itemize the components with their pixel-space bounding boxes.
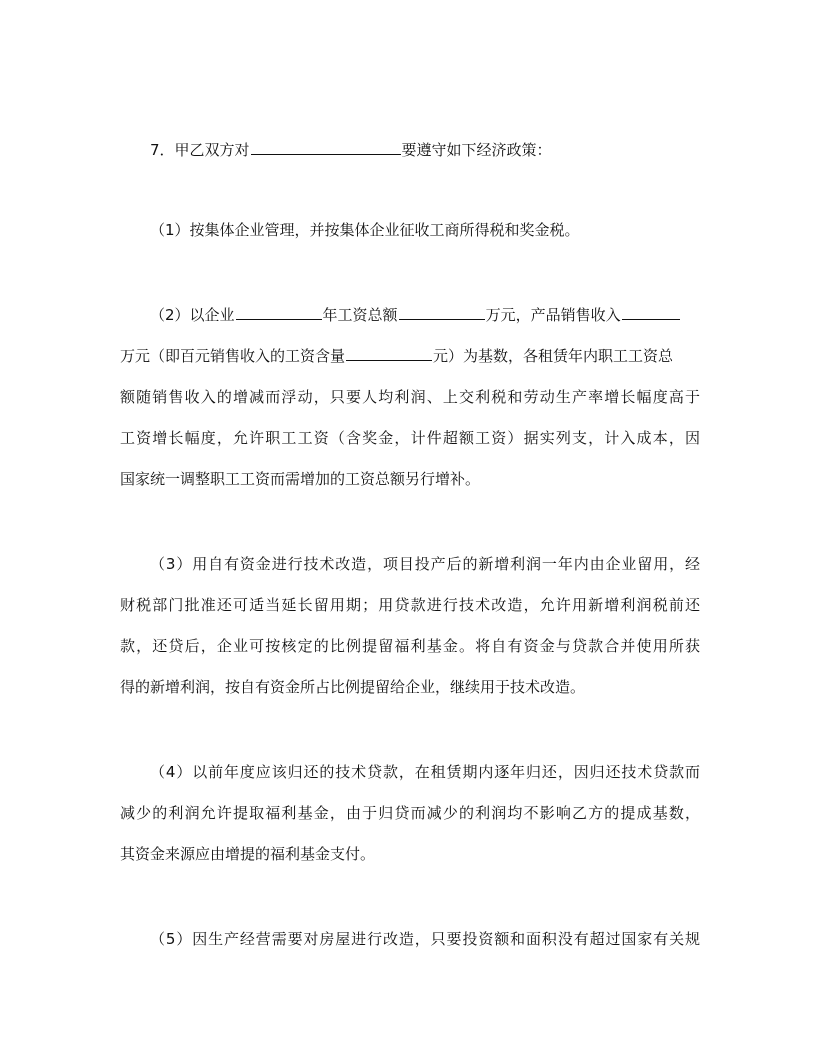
paragraph-3-line-3: 款，还贷后，企业可按核定的比例提留福利基金。将自有资金与贷款合并使用所获 bbox=[120, 637, 700, 655]
p2-line2-seg-1: 万元（即百元销售收入的工资含量 bbox=[120, 347, 346, 365]
p2-blank-total-wage bbox=[399, 305, 485, 320]
p2-blank-year bbox=[236, 305, 322, 320]
item-7-blank bbox=[251, 140, 401, 155]
paragraph-4-line-2: 减少的利润允许提取福利基金，由于归贷而减少的利润均不影响乙方的提成基数， bbox=[120, 804, 700, 822]
item-7-suffix: 要遵守如下经济政策： bbox=[401, 141, 552, 159]
paragraph-4-line-3: 其资金来源应由增提的福利基金支付。 bbox=[120, 845, 376, 863]
paragraph-1-line-1: （1）按集体企业管理，并按集体企业征收工商所得税和奖金税。 bbox=[150, 221, 580, 239]
item-7-line bbox=[150, 140, 700, 160]
paragraph-2-line-1 bbox=[150, 305, 700, 325]
paragraph-5-line-1: （5）因生产经营需要对房屋进行改造，只要投资额和面积没有超过国家有关规 bbox=[150, 930, 700, 948]
paragraph-4-line-1: （4）以前年度应该归还的技术贷款，在租赁期内逐年归还，因归还技术贷款而 bbox=[150, 763, 700, 781]
paragraph-3-line-2: 财税部门批准还可适当延长留用期；用贷款进行技术改造，允许用新增利润税前还 bbox=[120, 596, 700, 614]
item-7-prefix: 7．甲乙双方对 bbox=[150, 141, 250, 159]
paragraph-2-line-4: 工资增长幅度，允许职工工资（含奖金，计件超额工资）据实列支，计入成本，因 bbox=[120, 429, 700, 447]
p2-seg-3: 万元，产品销售收入 bbox=[485, 306, 621, 324]
p2-seg-2: 年工资总额 bbox=[322, 306, 398, 324]
paragraph-2-line-3: 额随销售收入的增减而浮动，只要人均利润、上交利税和劳动生产率增长幅度高于 bbox=[120, 388, 700, 406]
p2-blank-sales bbox=[622, 305, 680, 320]
p2-blank-wage-content bbox=[346, 346, 432, 361]
paragraph-3-line-4: 得的新增利润，按自有资金所占比例提留给企业，继续用于技术改造。 bbox=[120, 678, 586, 696]
paragraph-2-line-5: 国家统一调整职工工资而需增加的工资总额另行增补。 bbox=[120, 470, 481, 488]
p2-line2-seg-2: 元）为基数，各租赁年内职工工资总 bbox=[433, 347, 674, 365]
paragraph-3-line-1: （3）用自有资金进行技术改造，项目投产后的新增利润一年内由企业留用，经 bbox=[150, 555, 700, 573]
p2-seg-1: （2）以企业 bbox=[150, 306, 235, 324]
paragraph-2-line-2 bbox=[120, 346, 700, 366]
